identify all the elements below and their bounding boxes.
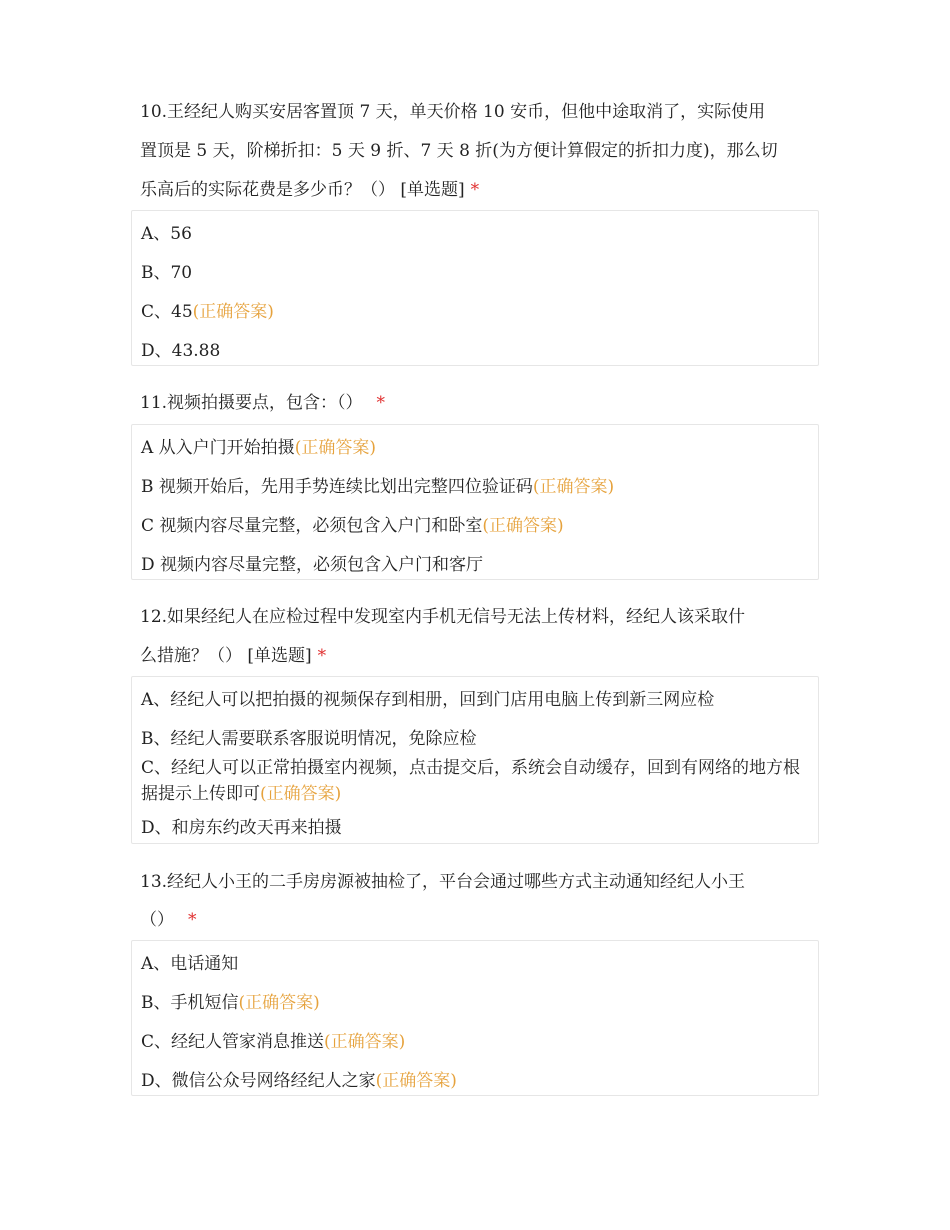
option-b[interactable] [141, 988, 320, 1013]
option-c[interactable] [141, 755, 811, 807]
option-text: A 从入户门开始拍摄 [141, 438, 295, 458]
option-c[interactable] [141, 511, 564, 536]
option-text: D、微信公众号网络经纪人之家 [141, 1071, 376, 1091]
question-13-text-line-2 [140, 905, 197, 930]
option-d[interactable] [141, 550, 483, 575]
option-text: C、经纪人可以正常拍摄室内视频，点击提交后，系统会自动缓存，回到有网络的地方根据提示上传即可 [141, 758, 801, 804]
question-10-text-line-3 [140, 175, 479, 200]
question-11-text-line-1 [140, 388, 385, 413]
option-c[interactable] [141, 297, 274, 322]
option-d[interactable] [141, 1066, 457, 1091]
option-a[interactable] [141, 685, 714, 710]
option-b[interactable] [141, 258, 192, 283]
option-a[interactable] [141, 433, 376, 458]
option-a[interactable] [141, 219, 192, 244]
question-13-text-line-1: 13.经纪人小王的二手房房源被抽检了，平台会通过哪些方式主动通知经纪人小王 [140, 872, 746, 892]
option-text: A、电话通知 [141, 954, 239, 974]
required-mark: * [188, 910, 197, 930]
answer-tag: (正确答案) [482, 516, 564, 536]
question-13-options [131, 940, 819, 1096]
option-text: B、70 [141, 263, 193, 283]
question-12-text: 么措施？（） [单选题] [140, 646, 312, 666]
question-11-options [131, 424, 819, 580]
question-13-text: （） [140, 910, 174, 930]
option-text: A、56 [141, 224, 192, 244]
question-10-text: 乐高后的实际花费是多少币？（） [单选题] [140, 180, 465, 200]
answer-tag: (正确答案) [294, 438, 376, 458]
question-12-options [131, 676, 819, 844]
option-text: B 视频开始后，先用手势连续比划出完整四位验证码 [141, 477, 533, 497]
question-12-text-line-1: 12.如果经纪人在应检过程中发现室内手机无信号无法上传材料，经纪人该采取什 [140, 607, 746, 627]
option-a[interactable] [141, 949, 238, 974]
question-10-options [131, 210, 819, 366]
option-text: D 视频内容尽量完整，必须包含入户门和客厅 [141, 555, 484, 575]
answer-tag: (正确答案) [260, 784, 342, 804]
option-text: D、43.88 [141, 341, 221, 361]
answer-tag: (正确答案) [238, 993, 320, 1013]
option-text: C、45 [141, 302, 193, 322]
required-mark: * [470, 180, 480, 200]
option-text: C 视频内容尽量完整，必须包含入户门和卧室 [141, 516, 483, 536]
answer-tag: (正确答案) [375, 1071, 457, 1091]
answer-tag: (正确答案) [532, 477, 615, 497]
option-b[interactable] [141, 472, 614, 497]
question-11-text: 11.视频拍摄要点，包含：（） [140, 393, 363, 413]
question-12-text-line-2 [140, 641, 326, 666]
option-text: C、经纪人管家消息推送 [141, 1032, 325, 1052]
option-d[interactable] [141, 813, 342, 838]
option-text: A、经纪人可以把拍摄的视频保存到相册，回到门店用电脑上传到新三网应检 [141, 690, 715, 710]
required-mark: * [317, 646, 327, 666]
answer-tag: (正确答案) [192, 302, 274, 322]
option-b[interactable] [141, 724, 477, 749]
option-c[interactable] [141, 1027, 405, 1052]
option-d[interactable] [141, 336, 220, 361]
option-text: B、手机短信 [141, 993, 239, 1013]
option-text: B、经纪人需要联系客服说明情况，免除应检 [141, 729, 477, 749]
required-mark: * [376, 393, 386, 413]
question-10-text-line-1: 10.王经纪人购买安居客置顶 7 天，单天价格 10 安币，但他中途取消了，实际使用 [140, 102, 766, 122]
question-10-text-line-2: 置顶是 5 天，阶梯折扣：5 天 9 折、7 天 8 折(为方便计算假定的折扣力度)，那么切 [140, 141, 778, 161]
answer-tag: (正确答案) [324, 1032, 406, 1052]
option-text: D、和房东约改天再来拍摄 [141, 818, 342, 838]
